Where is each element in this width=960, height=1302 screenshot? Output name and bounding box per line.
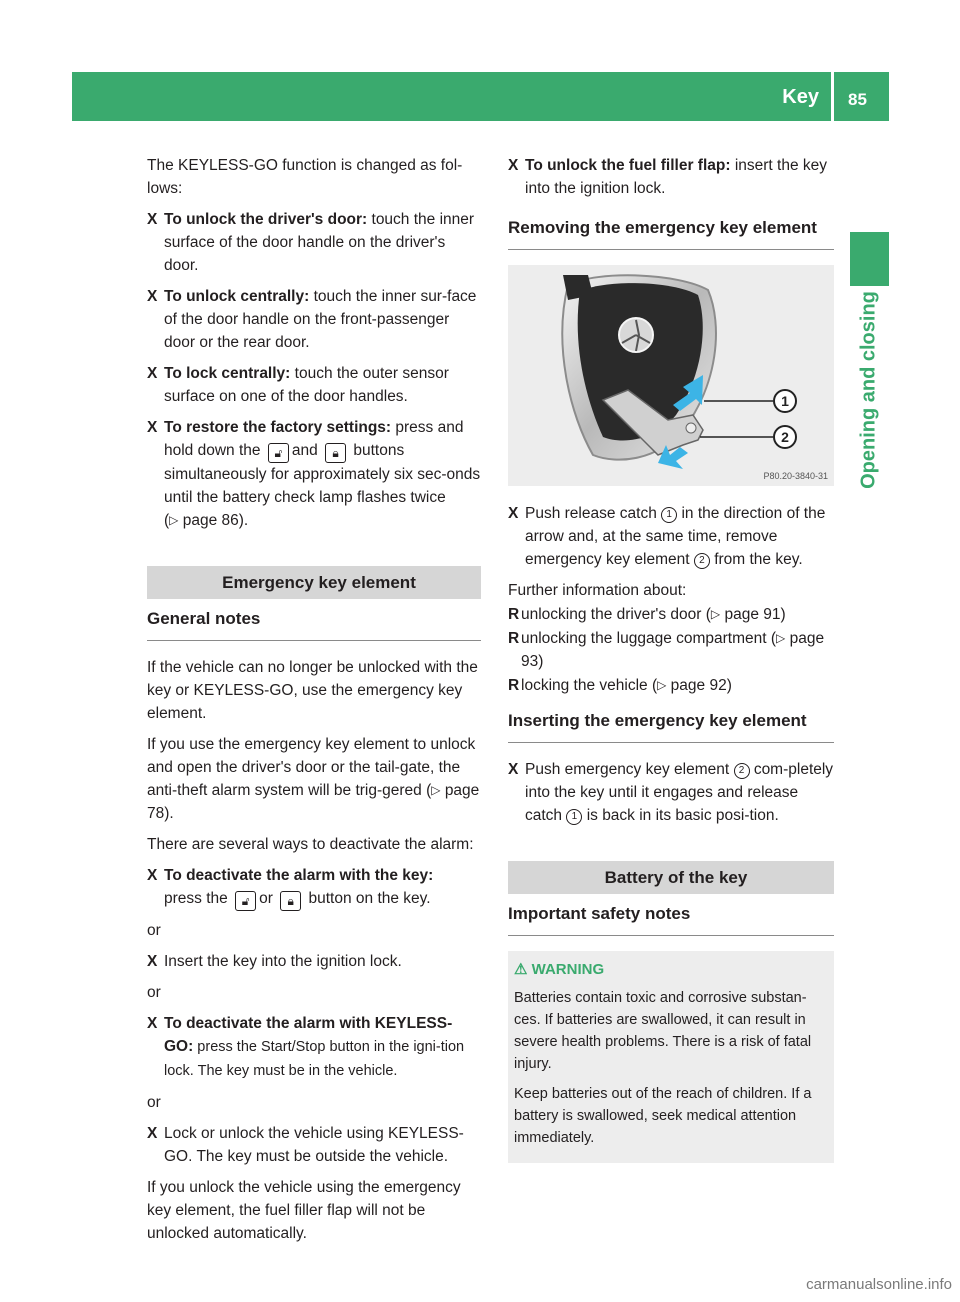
page-number: 85 (848, 90, 867, 109)
header-separator (831, 72, 834, 121)
warning-box (508, 951, 834, 1163)
page-ref-link[interactable]: page 86 (182, 512, 239, 529)
subheading-removing: Removing the emergency key element (508, 208, 834, 250)
list-item-text: ) (538, 653, 544, 670)
intro-text: The KEYLESS-GO function is changed as fol-lows: (147, 157, 463, 197)
subheading-inserting: Inserting the emergency key element (508, 701, 834, 743)
step-title: To unlock centrally: (164, 288, 310, 305)
step-arrow-icon: X (508, 505, 519, 522)
chapter-label: Opening and closing (857, 291, 880, 489)
right-column (508, 154, 834, 1163)
warning-title: WARNING (531, 961, 605, 978)
step-title: To lock centrally: (164, 365, 291, 382)
list-item (508, 674, 834, 697)
bullet-icon: R (508, 630, 520, 647)
unlock-icon: 🔓︎ (235, 891, 256, 911)
step-insert-key (147, 950, 481, 973)
warning-triangle-icon: ⚠︎ (514, 961, 528, 978)
warning-text: Batteries contain toxic and corrosive substan-ces. If batteries are swallowed, it can result in severe health problems. There is a risk of fatal injury. (514, 990, 812, 1072)
step-text: Push release catch (525, 505, 657, 522)
step-text: touch the inner surface of the door handle on the driver's door. (164, 211, 475, 274)
page-ref-arrow-icon: ▷ (710, 607, 721, 621)
step-text: in the direction of the arrow and, at the same time, remove emergency key element (525, 505, 826, 568)
step-lock-central (147, 362, 481, 408)
step-arrow-icon: X (147, 211, 158, 228)
or-text: or (147, 984, 161, 1001)
unlock-icon: 🔓︎ (268, 443, 289, 463)
bullet-icon: R (508, 606, 520, 623)
warning-text: Keep batteries out of the reach of children. If a battery is swallowed, seek medical attention immediately. (514, 1086, 812, 1146)
step-unlock-fuel-flap (508, 154, 834, 200)
step-title: To unlock the driver's door: (164, 211, 368, 228)
page-ref-link[interactable]: page 92 (670, 677, 727, 694)
list-item (508, 603, 834, 626)
step-text: buttons simultaneously for approximately six sec-onds until the battery check lamp flashes twice ( (164, 442, 481, 529)
paragraph: There are several ways to deactivate the alarm: (147, 836, 474, 853)
step-title: To unlock the fuel filler flap: (525, 157, 731, 174)
list-item-text: unlocking the luggage compartment ( (521, 630, 777, 647)
step-arrow-icon: X (147, 419, 158, 436)
callout-2: 2 (781, 429, 789, 445)
section-heading-emergency-key: Emergency key element (147, 566, 481, 599)
or-text: or (147, 922, 161, 939)
step-text: insert the key into the ignition lock. (525, 157, 828, 197)
chapter-tab (850, 232, 889, 286)
step-push-release-catch (508, 502, 834, 571)
paragraph: If you unlock the vehicle using the emergency key element, the fuel filler flap will not be unlocked automatically. (147, 1179, 461, 1242)
step-deactivate-keyless-go (147, 1012, 481, 1083)
page-ref-arrow-icon: ▷ (776, 631, 786, 645)
step-arrow-icon: X (147, 953, 158, 970)
key-drawing (508, 265, 834, 486)
list-item-text: ) (780, 606, 786, 623)
step-arrow-icon: X (147, 1015, 158, 1032)
step-title: To deactivate the alarm with KEYLESS-GO: (164, 1015, 453, 1055)
step-text: Lock or unlock the vehicle using KEYLESS-GO. The key must be outside the vehicle. (164, 1125, 464, 1165)
step-text: touch the inner sur-face of the door handle on the front-passenger door or the rear door. (164, 288, 477, 351)
list-item-text: ) (726, 677, 732, 694)
warning-heading (514, 959, 828, 981)
list-item-text: unlocking the driver's door ( (521, 606, 711, 623)
step-title: To restore the factory settings: (164, 419, 392, 436)
callout-2-icon: 2 (694, 553, 710, 569)
watermark: carmanualsonline.info (806, 1276, 952, 1293)
page-ref-link[interactable]: page 91 (724, 606, 781, 623)
bullet-icon: R (508, 677, 520, 694)
step-text: press and hold down the (164, 419, 464, 459)
step-arrow-icon: X (508, 761, 519, 778)
page-ref-arrow-icon: ▷ (431, 783, 441, 797)
step-arrow-icon: X (508, 157, 519, 174)
step-arrow-icon: X (147, 365, 158, 382)
step-text: ). (238, 512, 249, 529)
step-text: com-pletely into the key until it engages and release catch (525, 761, 834, 824)
section-heading-battery: Battery of the key (508, 861, 834, 894)
step-text: press the (164, 890, 228, 907)
page-ref-link[interactable]: page 93 (521, 630, 825, 670)
paragraph: If the vehicle can no longer be unlocked with the key or KEYLESS-GO, use the emergency key element. (147, 659, 478, 722)
step-unlock-central (147, 285, 481, 354)
image-code: P80.20-3840-31 (763, 471, 828, 481)
callout-2-icon: 2 (734, 763, 750, 779)
step-arrow-icon: X (147, 867, 158, 884)
step-text: touch the outer sensor surface on one of the door handles. (164, 365, 449, 405)
paragraph-text: ). (164, 805, 174, 822)
step-deactivate-with-key (147, 864, 481, 911)
header-bar (72, 72, 889, 121)
step-text: Insert the key into the ignition lock. (164, 953, 402, 970)
lock-icon: 🔒︎ (280, 891, 301, 911)
paragraph-text: If you use the emergency key element to unlock and open the driver's door or the tail-gate, the anti-theft alarm system will be trig-gered ( (147, 736, 476, 799)
callout-1-icon: 1 (661, 507, 677, 523)
paragraph (147, 733, 481, 825)
step-arrow-icon: X (147, 1125, 158, 1142)
step-restore-factory (147, 416, 481, 532)
step-text: Push emergency key element (525, 761, 730, 778)
step-text: or (259, 890, 273, 907)
subheading-safety-notes: Important safety notes (508, 894, 834, 936)
list-item-text: locking the vehicle ( (521, 677, 658, 694)
or-text: or (147, 1094, 161, 1111)
step-lock-unlock-keyless (147, 1122, 481, 1168)
page-ref-link[interactable]: page 78 (147, 782, 480, 822)
lock-icon: 🔒︎ (325, 443, 346, 463)
key-illustration (508, 265, 834, 486)
step-text: press the Start/Stop button in the igni-tion lock. The key must be in the vehicle. (164, 1039, 465, 1079)
page-ref-arrow-icon: ▷ (169, 513, 179, 527)
page-ref-arrow-icon: ▷ (657, 678, 667, 692)
step-text: button on the key. (308, 890, 431, 907)
left-column (147, 154, 481, 1253)
step-text: from the key. (714, 551, 803, 568)
subheading-general-notes: General notes (147, 599, 481, 641)
callout-1-icon: 1 (566, 809, 582, 825)
further-info-label: Further information about: (508, 582, 687, 599)
step-text: and (291, 442, 318, 459)
callout-1: 1 (781, 393, 789, 409)
step-push-key-element (508, 758, 834, 827)
step-unlock-driver (147, 208, 481, 277)
header-title: Key (782, 86, 819, 108)
list-item (508, 627, 834, 673)
step-arrow-icon: X (147, 288, 158, 305)
step-text: is back in its basic posi-tion. (586, 807, 779, 824)
step-title: To deactivate the alarm with the key: (164, 867, 434, 884)
